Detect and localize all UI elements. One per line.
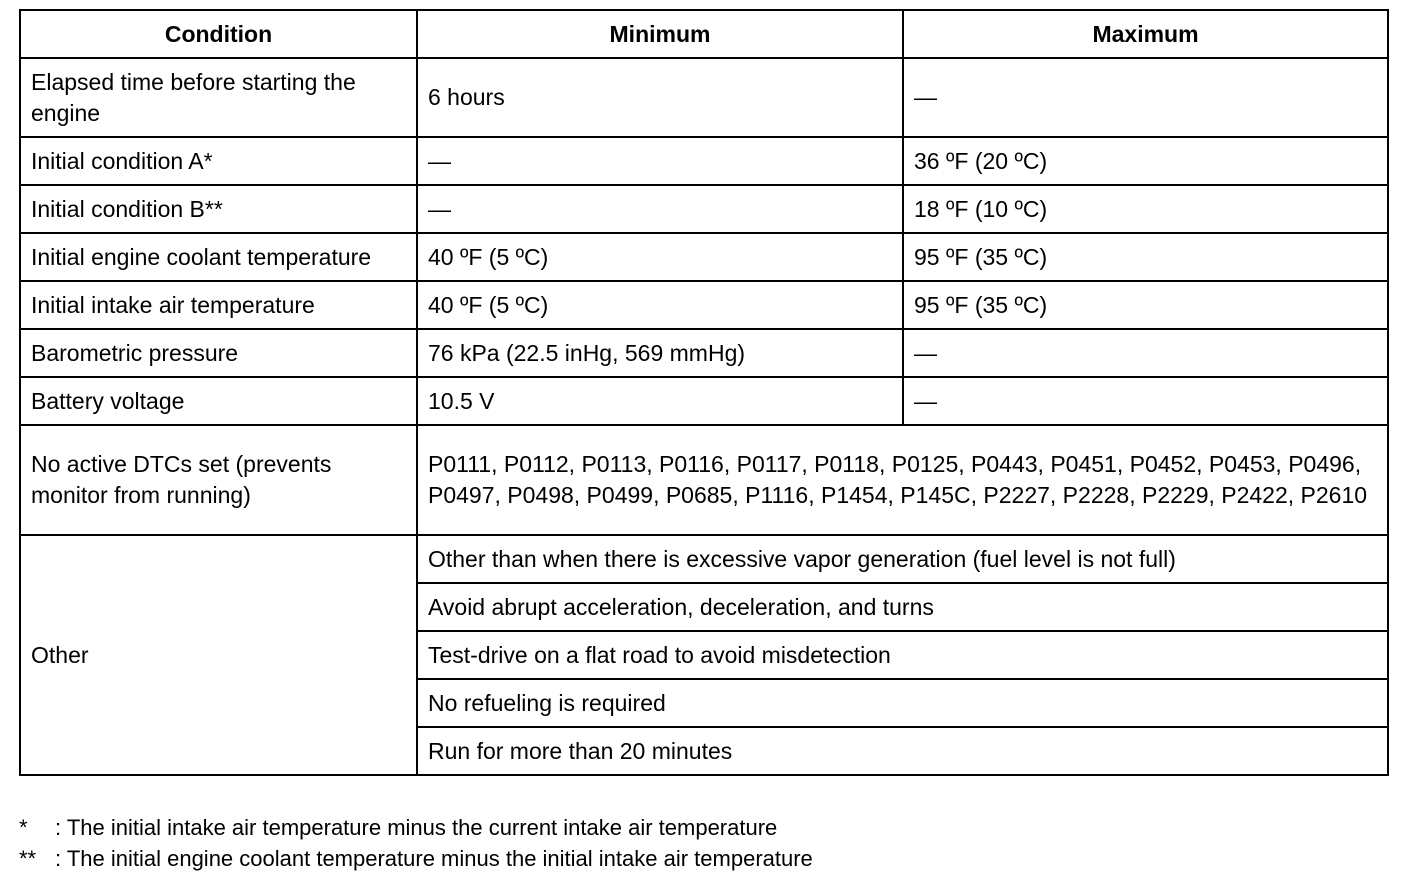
cell-maximum: — xyxy=(903,329,1388,377)
table-row xyxy=(20,137,1388,185)
cell-other-item: No refueling is required xyxy=(417,679,1388,727)
cell-minimum: 6 hours xyxy=(417,58,903,137)
cell-maximum: — xyxy=(903,377,1388,425)
footnotes xyxy=(19,812,813,874)
table-row xyxy=(20,233,1388,281)
header-minimum: Minimum xyxy=(417,10,903,58)
conditions-table xyxy=(19,9,1389,776)
cell-minimum: — xyxy=(417,185,903,233)
cell-condition: No active DTCs set (prevents monitor from running) xyxy=(20,425,417,535)
footnote-mark: ** xyxy=(19,846,37,871)
cell-maximum: 36 ºF (20 ºC) xyxy=(903,137,1388,185)
header-condition: Condition xyxy=(20,10,417,58)
cell-condition: Initial condition B** xyxy=(20,185,417,233)
cell-dtc-codes: P0111, P0112, P0113, P0116, P0117, P0118, P0125, P0443, P0451, P0452, P0453, P0496, P0497, P0498, P0499, P0685, P1116, P1454, P145C, P2227, P2228, P2229, P2422, P2610 xyxy=(417,425,1388,535)
cell-minimum: — xyxy=(417,137,903,185)
cell-condition: Elapsed time before starting the engine xyxy=(20,58,417,137)
table-row-other xyxy=(20,535,1388,583)
cell-maximum: 18 ºF (10 ºC) xyxy=(903,185,1388,233)
table-row-dtc xyxy=(20,425,1388,535)
footnote xyxy=(19,843,813,874)
cell-condition: Initial intake air temperature xyxy=(20,281,417,329)
cell-condition-other: Other xyxy=(20,535,417,775)
cell-maximum: 95 ºF (35 ºC) xyxy=(903,233,1388,281)
cell-other-item: Avoid abrupt acceleration, deceleration, and turns xyxy=(417,583,1388,631)
cell-minimum: 76 kPa (22.5 inHg, 569 mmHg) xyxy=(417,329,903,377)
cell-other-item: Other than when there is excessive vapor generation (fuel level is not full) xyxy=(417,535,1388,583)
table-row xyxy=(20,185,1388,233)
footnote-mark: * xyxy=(19,815,28,840)
table-row xyxy=(20,329,1388,377)
table-row xyxy=(20,58,1388,137)
table-row xyxy=(20,377,1388,425)
cell-condition: Battery voltage xyxy=(20,377,417,425)
cell-maximum: 95 ºF (35 ºC) xyxy=(903,281,1388,329)
footnote-text: : The initial engine coolant temperature minus the initial intake air temperature xyxy=(55,846,813,871)
cell-condition: Initial condition A* xyxy=(20,137,417,185)
table-header-row xyxy=(20,10,1388,58)
header-maximum: Maximum xyxy=(903,10,1388,58)
footnote xyxy=(19,812,813,843)
footnote-text: : The initial intake air temperature minus the current intake air temperature xyxy=(55,815,778,840)
cell-condition: Initial engine coolant temperature xyxy=(20,233,417,281)
cell-other-item: Run for more than 20 minutes xyxy=(417,727,1388,775)
table-row xyxy=(20,281,1388,329)
cell-condition: Barometric pressure xyxy=(20,329,417,377)
cell-minimum: 40 ºF (5 ºC) xyxy=(417,233,903,281)
cell-other-item: Test-drive on a flat road to avoid misdetection xyxy=(417,631,1388,679)
cell-maximum: — xyxy=(903,58,1388,137)
cell-minimum: 40 ºF (5 ºC) xyxy=(417,281,903,329)
cell-minimum: 10.5 V xyxy=(417,377,903,425)
